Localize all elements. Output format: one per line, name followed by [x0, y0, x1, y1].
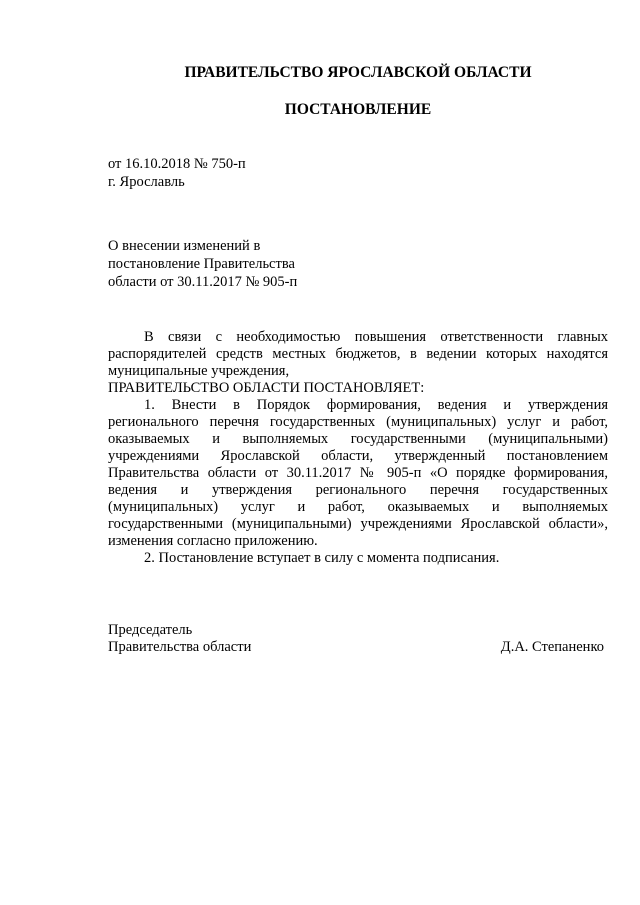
item-2-paragraph: 2. Постановление вступает в силу с момента подписания. — [144, 550, 500, 566]
signatory-position-line-1: Председатель — [108, 622, 193, 638]
decree-statement: ПРАВИТЕЛЬСТВО ОБЛАСТИ ПОСТАНОВЛЯЕТ: — [108, 380, 425, 396]
document-date-number: от 16.10.2018 № 750-п — [108, 156, 246, 172]
government-title: ПРАВИТЕЛЬСТВО ЯРОСЛАВСКОЙ ОБЛАСТИ — [184, 64, 532, 81]
subject-line-1: О внесении изменений в — [108, 238, 261, 254]
signatory-position-line-2: Правительства области — [108, 639, 252, 655]
document-body — [108, 329, 608, 567]
subject-line-2: постановление Правительства — [108, 256, 295, 272]
subject-line-3: области от 30.11.2017 № 905-п — [108, 274, 298, 290]
document-type-title: ПОСТАНОВЛЕНИЕ — [284, 101, 432, 118]
signatory-name: Д.А. Степаненко — [500, 639, 604, 655]
item-1-paragraph: 1. Внести в Порядок формирования, ведения и утверждения регионального перечня государственных (муниципальных) услуг и работ, оказываемых и выполняемых государственными (муниципальными) учреждениями Ярославской области, утвержденный постановлением Правительства области от 30.11.2017 № 905-п «О порядке формирования, ведения и утверждения регионального перечня государственных (муниципальных) услуг и работ, оказываемых и выполняемых государственными (муниципальными) учреждениями Ярославской области», изменения согласно приложению. — [108, 397, 608, 549]
preamble-paragraph: В связи с необходимостью повышения ответственности главных распорядителей средств местных бюджетов, в ведении которых находятся муниципальные учреждения, — [108, 329, 608, 379]
document-city: г. Ярославль — [108, 174, 185, 190]
